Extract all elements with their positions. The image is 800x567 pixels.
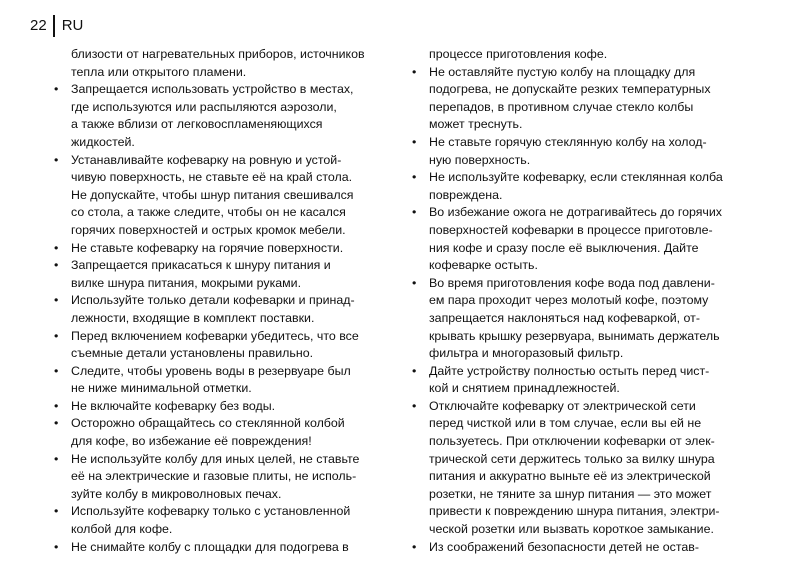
page-header bbox=[30, 14, 83, 38]
bullet-item bbox=[54, 451, 388, 504]
right-column bbox=[412, 46, 746, 556]
paragraph-text: Отключайте кофеварку от электрической сети перед чисткой или в том случае, если вы ей не пользуетесь. При отключении кофеварки от элек- трической сети держитесь только за вилку шнура питания и аккуратно выньте её из электрической розетки, не тяните за шнур питания — это может привести к повреждению шнура питания, электри- ческой розетки или вызвать короткое замыкание. bbox=[429, 398, 720, 537]
bullet-marker: • bbox=[412, 134, 417, 149]
paragraph-text: Не снимайте колбу с площадки для подогрева в bbox=[71, 539, 349, 554]
paragraph-text: Запрещается использовать устройство в местах, где используются или распыляются аэрозоли, а также вблизи от легковоспламеняющихся жидкостей. bbox=[71, 82, 354, 149]
paragraph-text: Не используйте колбу для иных целей, не ставьте её на электрические и газовые плиты, не исполь- зуйте колбу в микроволновых печах. bbox=[71, 451, 360, 501]
bullet-marker: • bbox=[54, 416, 59, 431]
bullet-item bbox=[412, 169, 746, 204]
bullet-marker: • bbox=[54, 504, 59, 519]
bullet-marker: • bbox=[412, 363, 417, 378]
bullet-item bbox=[412, 363, 746, 398]
bullet-item bbox=[54, 415, 388, 450]
bullet-item bbox=[54, 152, 388, 240]
left-column bbox=[54, 46, 388, 556]
bullet-item bbox=[412, 398, 746, 539]
paragraph-text: Не используйте кофеварку, если стеклянная колба повреждена. bbox=[429, 170, 723, 202]
bullet-marker: • bbox=[54, 328, 59, 343]
bullet-item bbox=[54, 292, 388, 327]
bullet-item bbox=[54, 363, 388, 398]
bullet-marker: • bbox=[54, 258, 59, 273]
continued-text bbox=[412, 46, 746, 64]
paragraph-text: Запрещается прикасаться к шнуру питания и вилке шнура питания, мокрыми руками. bbox=[71, 258, 331, 290]
bullet-marker: • bbox=[54, 240, 59, 255]
bullet-item bbox=[412, 539, 746, 557]
bullet-marker: • bbox=[54, 451, 59, 466]
paragraph-text: Используйте только детали кофеварки и принад- лежности, входящие в комплект поставки. bbox=[71, 293, 355, 325]
bullet-marker: • bbox=[412, 539, 417, 554]
paragraph-text: близости от нагревательных приборов, источников тепла или открытого пламени. bbox=[71, 47, 365, 79]
paragraph-text: Во время приготовления кофе вода под давлени- ем пара проходит через молотый кофе, поэтому запрещается наклоняться над кофеваркой, от- крывать крышку резервуара, вынимать держатель фильтра и многоразовый фильтр. bbox=[429, 275, 720, 361]
continued-text bbox=[54, 46, 388, 81]
header-divider bbox=[53, 15, 55, 37]
bullet-marker: • bbox=[412, 275, 417, 290]
bullet-item bbox=[54, 539, 388, 557]
paragraph-text: Не включайте кофеварку без воды. bbox=[71, 398, 276, 413]
paragraph-text: Не ставьте горячую стеклянную колбу на холод- ную поверхность. bbox=[429, 134, 707, 167]
bullet-item bbox=[412, 275, 746, 363]
paragraph-text: Используйте кофеварку только с установленной колбой для кофе. bbox=[71, 504, 351, 537]
bullet-item bbox=[412, 64, 746, 134]
bullet-marker: • bbox=[54, 539, 59, 554]
paragraph-text: Осторожно обращайтесь со стеклянной колбой для кофе, во избежание её повреждения! bbox=[71, 416, 345, 449]
paragraph-text: Устанавливайте кофеварку на ровную и устой- чивую поверхность, не ставьте её на край стола. Не допускайте, чтобы шнур питания свешивался со стола, а также следите, чтобы он не касался горячих поверхностей и острых кромок мебели. bbox=[71, 152, 354, 237]
bullet-item bbox=[54, 257, 388, 292]
bullet-marker: • bbox=[412, 64, 417, 79]
bullet-item bbox=[54, 240, 388, 258]
paragraph-text: Во избежание ожога не дотрагивайтесь до горячих поверхностей кофеварки в процессе приготовле- ния кофе и сразу после её выключения. Дайте кофеварке остыть. bbox=[429, 205, 722, 273]
bullet-marker: • bbox=[412, 205, 417, 220]
bullet-item bbox=[54, 398, 388, 416]
bullet-item bbox=[412, 134, 746, 169]
bullet-item bbox=[412, 204, 746, 274]
bullet-marker: • bbox=[54, 152, 59, 167]
bullet-item bbox=[54, 503, 388, 538]
page-number: 22 bbox=[30, 17, 47, 34]
bullet-marker: • bbox=[54, 82, 59, 97]
bullet-item bbox=[54, 81, 388, 151]
language-code: RU bbox=[61, 17, 84, 34]
paragraph-text: Из соображений безопасности детей не остав- bbox=[429, 539, 700, 554]
paragraph-text: Следите, чтобы уровень воды в резервуаре был не ниже минимальной отметки. bbox=[71, 363, 351, 396]
bullet-marker: • bbox=[412, 398, 417, 413]
paragraph-text: Перед включением кофеварки убедитесь, что все съемные детали установлены правильно. bbox=[71, 328, 359, 361]
paragraph-text: Не ставьте кофеварку на горячие поверхности. bbox=[71, 240, 344, 255]
paragraph-text: процессе приготовления кофе. bbox=[429, 47, 608, 61]
bullet-marker: • bbox=[54, 398, 59, 413]
bullet-marker: • bbox=[412, 170, 417, 185]
bullet-item bbox=[54, 328, 388, 363]
paragraph-text: Дайте устройству полностью остыть перед чист- кой и снятием принадлежностей. bbox=[429, 363, 710, 396]
bullet-marker: • bbox=[54, 363, 59, 378]
bullet-marker: • bbox=[54, 293, 59, 308]
paragraph-text: Не оставляйте пустую колбу на площадку для подогрева, не допускайте резких температурных перепадов, в противном случае стекло колбы может треснуть. bbox=[429, 64, 711, 132]
